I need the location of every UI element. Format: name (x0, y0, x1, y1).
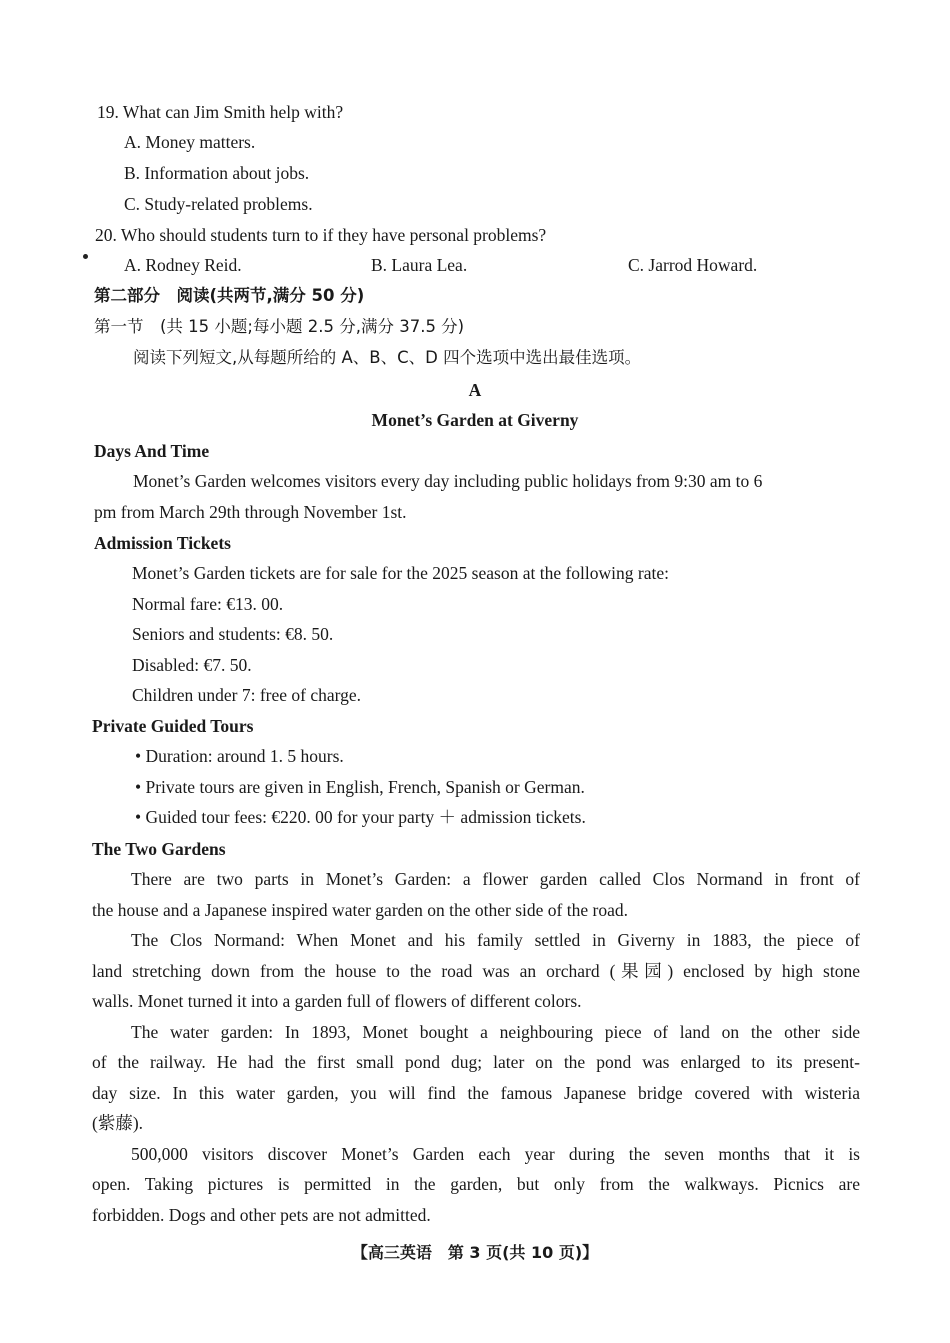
tour-languages: • Private tours are given in English, French, Spanish or German. (135, 777, 585, 797)
passage-letter: A (468, 380, 482, 400)
part-two-title: 第二部分 阅读(共两节,满分 50 分) (94, 286, 365, 305)
gardens-line: The Clos Normand: When Monet and his family settled in Giverny in 1883, the piece of (131, 930, 860, 950)
ticket-seniors-students: Seniors and students: €8. 50. (132, 624, 334, 644)
gardens-line: open. Taking pictures is permitted in the garden, but only from the walkways. Picnics are (92, 1174, 860, 1194)
tickets-heading: Admission Tickets (94, 533, 231, 553)
gardens-line: of the railway. He had the first small pond dug; later on the pond was enlarged to its present- (92, 1052, 860, 1072)
q19-option-b: B. Information about jobs. (124, 163, 310, 183)
ticket-disabled: Disabled: €7. 50. (132, 655, 252, 675)
ticket-normal-fare: Normal fare: €13. 00. (132, 594, 284, 614)
tour-duration: • Duration: around 1. 5 hours. (135, 746, 344, 766)
gardens-line: walls. Monet turned it into a garden full of flowers of different colors. (92, 991, 582, 1011)
q19-option-a: A. Money matters. (124, 132, 256, 152)
gardens-line: 500,000 visitors discover Monet’s Garden each year during the seven months that it is (131, 1144, 860, 1164)
tickets-intro: Monet’s Garden tickets are for sale for the 2025 season at the following rate: (132, 563, 669, 583)
q20-option-a: A. Rodney Reid. (124, 255, 242, 275)
gardens-line: There are two parts in Monet’s Garden: a flower garden called Clos Normand in front of (131, 869, 860, 889)
gardens-line: forbidden. Dogs and other pets are not admitted. (92, 1205, 431, 1225)
days-text-line-1: Monet’s Garden welcomes visitors every day including public holidays from 9:30 am to 6 (133, 471, 763, 491)
gardens-line: The water garden: In 1893, Monet bought a neighbouring piece of land on the other side (131, 1022, 860, 1042)
tour-fees: • Guided tour fees: €220. 00 for your party ＋ admission tickets. (135, 807, 586, 827)
reading-instruction: 阅读下列短文,从每题所给的 A、B、C、D 四个选项中选出最佳选项。 (133, 348, 642, 367)
passage-title: Monet’s Garden at Giverny (371, 410, 579, 430)
ticket-children: Children under 7: free of charge. (132, 685, 362, 705)
section-one-title: 第一节 (共 15 小题;每小题 2.5 分,满分 37.5 分) (94, 317, 465, 336)
days-text-line-2: pm from March 29th through November 1st. (94, 502, 407, 522)
page-footer: 【高三英语 第 3 页(共 10 页)】 (351, 1243, 599, 1262)
q20-option-c: C. Jarrod Howard. (628, 255, 758, 275)
gardens-line: (紫藤). (92, 1113, 144, 1133)
days-heading: Days And Time (94, 441, 210, 461)
q20-option-b: B. Laura Lea. (371, 255, 468, 275)
q19-option-c: C. Study-related problems. (124, 194, 313, 214)
gardens-line: land stretching down from the house to the road was an orchard (果园) enclosed by high stone (92, 961, 860, 981)
stray-dot-mark (83, 254, 88, 259)
gardens-line: day size. In this water garden, you will find the famous Japanese bridge covered with wisteria (92, 1083, 860, 1103)
tours-heading: Private Guided Tours (92, 716, 254, 736)
question-20: 20. Who should students turn to if they have personal problems? (95, 225, 547, 245)
gardens-heading: The Two Gardens (92, 839, 226, 859)
gardens-line: the house and a Japanese inspired water garden on the other side of the road. (92, 900, 628, 920)
question-19: 19. What can Jim Smith help with? (97, 102, 344, 122)
